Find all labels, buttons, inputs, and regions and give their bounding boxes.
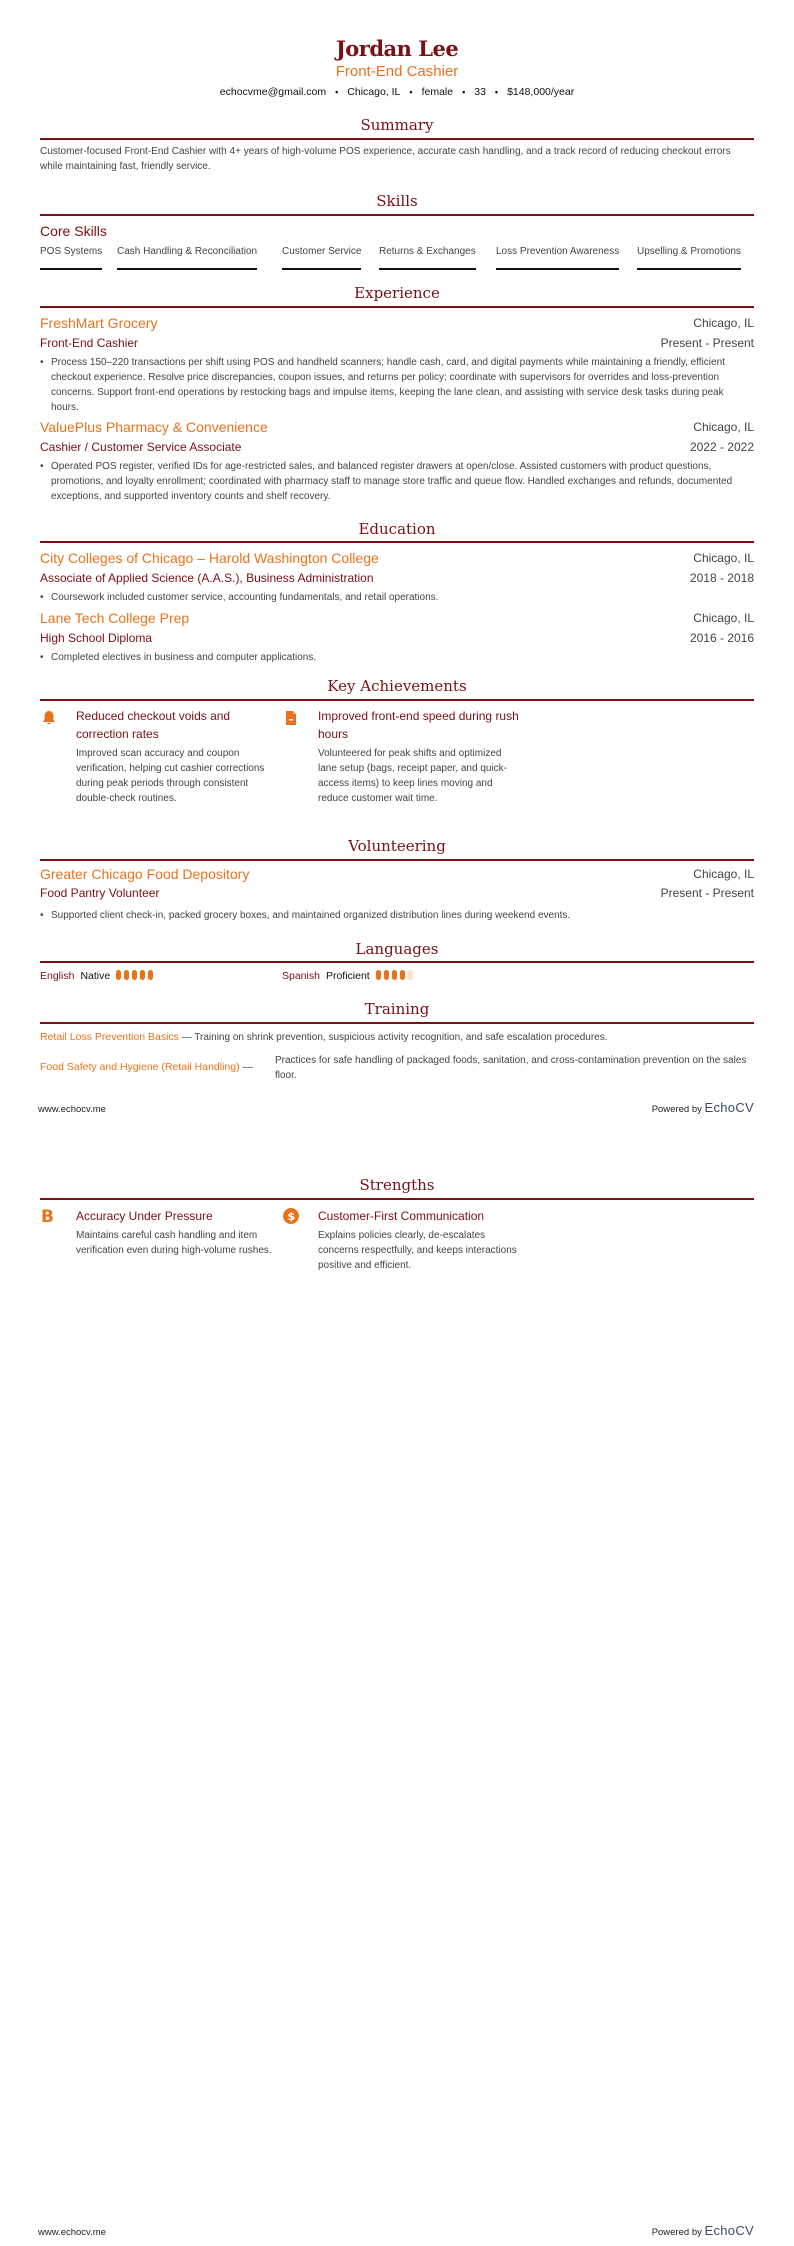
- brand-logo[interactable]: EchoCV: [704, 2223, 754, 2238]
- rating-dot-filled: [384, 970, 389, 980]
- section-divider: [40, 699, 754, 701]
- education-degree: Associate of Applied Science (A.A.S.), Business Administration: [40, 571, 374, 585]
- education-dates: 2018 - 2018: [689, 571, 754, 585]
- section-title-summary: Summary: [360, 116, 434, 134]
- training-dash: —: [242, 1061, 254, 1073]
- footer-website[interactable]: www.echocv.me: [38, 1104, 106, 1115]
- rating-dot-empty: [408, 970, 413, 980]
- powered-by-label: Powered by: [651, 2227, 702, 2238]
- experience-dates: Present - Present: [660, 336, 754, 350]
- volunteering-organization: Greater Chicago Food Depository: [40, 866, 250, 882]
- document-icon: [282, 709, 300, 727]
- page-content: [40, 0, 754, 1123]
- section-title-achievements: Key Achievements: [327, 677, 467, 695]
- language-name: English: [40, 970, 75, 982]
- footer-website[interactable]: www.echocv.me: [38, 2227, 106, 2238]
- experience-location: Chicago, IL: [693, 316, 754, 330]
- strength-title: Customer-First Communication: [318, 1209, 485, 1223]
- language-level: Proficient: [325, 970, 370, 982]
- footer-powered-by: [652, 2223, 754, 2238]
- strength-description: Explains policies clearly, de-escalates concerns respectfully, and keeps interactions positive and efficient.: [318, 1230, 517, 1271]
- volunteering-location: Chicago, IL: [693, 867, 754, 881]
- education-degree: High School Diploma: [40, 631, 153, 645]
- experience-company: ValuePlus Pharmacy & Convenience: [40, 419, 268, 435]
- separator: •: [494, 87, 499, 97]
- rating-dot-filled: [392, 970, 397, 980]
- education-school: Lane Tech College Prep: [40, 610, 190, 626]
- section-title-volunteering: Volunteering: [348, 837, 446, 855]
- section-title-education: Education: [358, 520, 436, 538]
- volunteering-role: Food Pantry Volunteer: [40, 886, 160, 900]
- dollar-coin-icon: [282, 1207, 300, 1225]
- skill-tag: POS Systems: [40, 246, 102, 270]
- section-divider: [40, 306, 754, 308]
- education-location: Chicago, IL: [693, 551, 754, 565]
- rating-dot-filled: [116, 970, 121, 980]
- page-content: [40, 1123, 754, 2246]
- experience-bullet: • Process 150–220 transactions per shift using POS and handheld scanners; handle cash, card, and digital payments while maintaining a friendly, efficient checkout experience. Resolve price discrepancies, coupon issues, and returns per policy; coordinate with supervisors for overrides and loss-prevention concerns. Support front-end operations by restocking bags and impulse items, keeping the lane clean, and assisting with service desk tasks during peak hours.: [40, 355, 754, 415]
- education-bullets: [40, 650, 754, 665]
- section-title-training: Training: [364, 1000, 430, 1018]
- language-rating: [116, 970, 156, 983]
- education-school: City Colleges of Chicago – Harold Washington College: [40, 550, 379, 566]
- training-description: Training on shrink prevention, suspicious activity recognition, and safe escalation procedures.: [194, 1032, 608, 1043]
- training-description: Practices for safe handling of packaged foods, sanitation, and cross-contamination prevention on the sales floor.: [275, 1055, 747, 1081]
- skill-tag: Cash Handling & Reconciliation: [117, 246, 257, 270]
- experience-location: Chicago, IL: [693, 420, 754, 434]
- section-title-skills: Skills: [376, 192, 418, 210]
- section-title-strengths: Strengths: [359, 1176, 435, 1194]
- rating-dot-filled: [132, 970, 137, 980]
- contact-gender: female: [421, 86, 454, 98]
- volunteering-entry: [40, 866, 754, 926]
- rating-dot-filled: [376, 970, 381, 980]
- brand-logo[interactable]: EchoCV: [704, 1100, 754, 1115]
- rating-dot-filled: [400, 970, 405, 980]
- contact-salary: $148,000/year: [507, 86, 575, 98]
- achievement-description: Volunteered for peak shifts and optimized lane setup (bags, receipt paper, and quick-access items) to keep lines moving and reduce customer wait time.: [318, 748, 508, 804]
- training-name: Retail Loss Prevention Basics: [40, 1031, 179, 1043]
- rating-dot-filled: [140, 970, 145, 980]
- skills-group-label: Core Skills: [40, 223, 107, 239]
- skill-tag: Returns & Exchanges: [379, 246, 476, 270]
- section-title-languages: Languages: [355, 940, 439, 958]
- svg-text:$: $: [287, 1210, 296, 1223]
- separator: •: [462, 87, 466, 97]
- separator: •: [409, 87, 413, 97]
- rating-dot-filled: [124, 970, 129, 980]
- section-divider: [40, 1198, 754, 1200]
- experience-entry: [40, 419, 754, 509]
- contact-email[interactable]: echocvme@gmail.com: [219, 86, 327, 98]
- bold-b-icon: [40, 1207, 58, 1225]
- education-dates: 2016 - 2016: [689, 631, 754, 645]
- contact-location: Chicago, IL: [347, 86, 401, 98]
- education-bullets: [40, 590, 754, 605]
- svg-text:B: B: [41, 1207, 54, 1225]
- education-location: Chicago, IL: [693, 611, 754, 625]
- education-bullet: • Coursework included customer service, accounting fundamentals, and retail operations.: [40, 590, 754, 605]
- training-item: [40, 1053, 754, 1085]
- language-item: [40, 970, 156, 983]
- training-item: [40, 1031, 754, 1043]
- skill-tag: Upselling & Promotions: [637, 246, 741, 270]
- strength-description: Maintains careful cash handling and item verification even during high-volume rushes.: [76, 1230, 272, 1256]
- education-entry: [40, 610, 754, 668]
- achievement-title: Improved front-end speed during rush hours: [318, 709, 519, 741]
- volunteering-bullets: [40, 908, 754, 923]
- experience-bullets: [40, 355, 754, 415]
- candidate-title: Front-End Cashier: [335, 63, 459, 80]
- section-divider: [40, 541, 754, 543]
- bell-icon: [40, 709, 58, 727]
- section-divider: [40, 961, 754, 963]
- section-divider: [40, 214, 754, 216]
- separator: •: [335, 87, 339, 97]
- language-name: Spanish: [282, 970, 320, 982]
- section-divider: [40, 1022, 754, 1024]
- experience-dates: 2022 - 2022: [689, 440, 754, 454]
- powered-by-label: Powered by: [651, 1104, 702, 1115]
- volunteering-dates: Present - Present: [660, 886, 754, 900]
- experience-bullets: [40, 459, 754, 504]
- section-divider: [40, 138, 754, 140]
- experience-role: Cashier / Customer Service Associate: [40, 440, 242, 454]
- education-bullet: • Completed electives in business and computer applications.: [40, 650, 754, 665]
- resume-page-2: [0, 1123, 794, 2246]
- achievement-title: Reduced checkout voids and correction rates: [76, 709, 231, 741]
- volunteering-bullet: • Supported client check-in, packed grocery boxes, and maintained organized distribution lines during weekend events.: [40, 908, 754, 923]
- education-entry: [40, 550, 754, 608]
- achievement-description: Improved scan accuracy and coupon verification, helping cut cashier corrections during peak periods through consistent double-check routines.: [76, 748, 265, 804]
- language-rating: [376, 970, 416, 983]
- experience-bullet: • Operated POS register, verified IDs for age-restricted sales, and balanced register drawers at open/close. Assisted customers with product questions, promotions, and loyalty enrollment; coordinated with pharmacy staff to manage store traffic and queue flow. Handled exchanges and refunds, documented exceptions, and supported inventory counts and shelf recovery.: [40, 459, 754, 504]
- skill-tag: Loss Prevention Awareness: [496, 246, 619, 270]
- rating-dot-filled: [148, 970, 153, 980]
- experience-role: Front-End Cashier: [40, 336, 139, 350]
- strength-title: Accuracy Under Pressure: [76, 1209, 213, 1223]
- candidate-name: Jordan Lee: [335, 36, 459, 61]
- section-divider: [40, 859, 754, 861]
- language-level: Native: [80, 970, 111, 982]
- summary-text: Customer-focused Front-End Cashier with 4+ years of high-volume POS experience, accurate cash handling, and a track record of reducing checkout errors while maintaining fast, friendly service.: [40, 146, 731, 172]
- training-dash: —: [181, 1032, 192, 1043]
- training-name: Food Safety and Hygiene (Retail Handling) —: [40, 1061, 254, 1073]
- language-item: [282, 970, 416, 983]
- skill-tag: Customer Service: [282, 246, 361, 270]
- experience-entry: [40, 315, 754, 415]
- footer-powered-by: [652, 1100, 754, 1115]
- experience-company: FreshMart Grocery: [40, 315, 158, 331]
- contact-age: 33: [474, 86, 486, 98]
- section-title-experience: Experience: [354, 284, 440, 302]
